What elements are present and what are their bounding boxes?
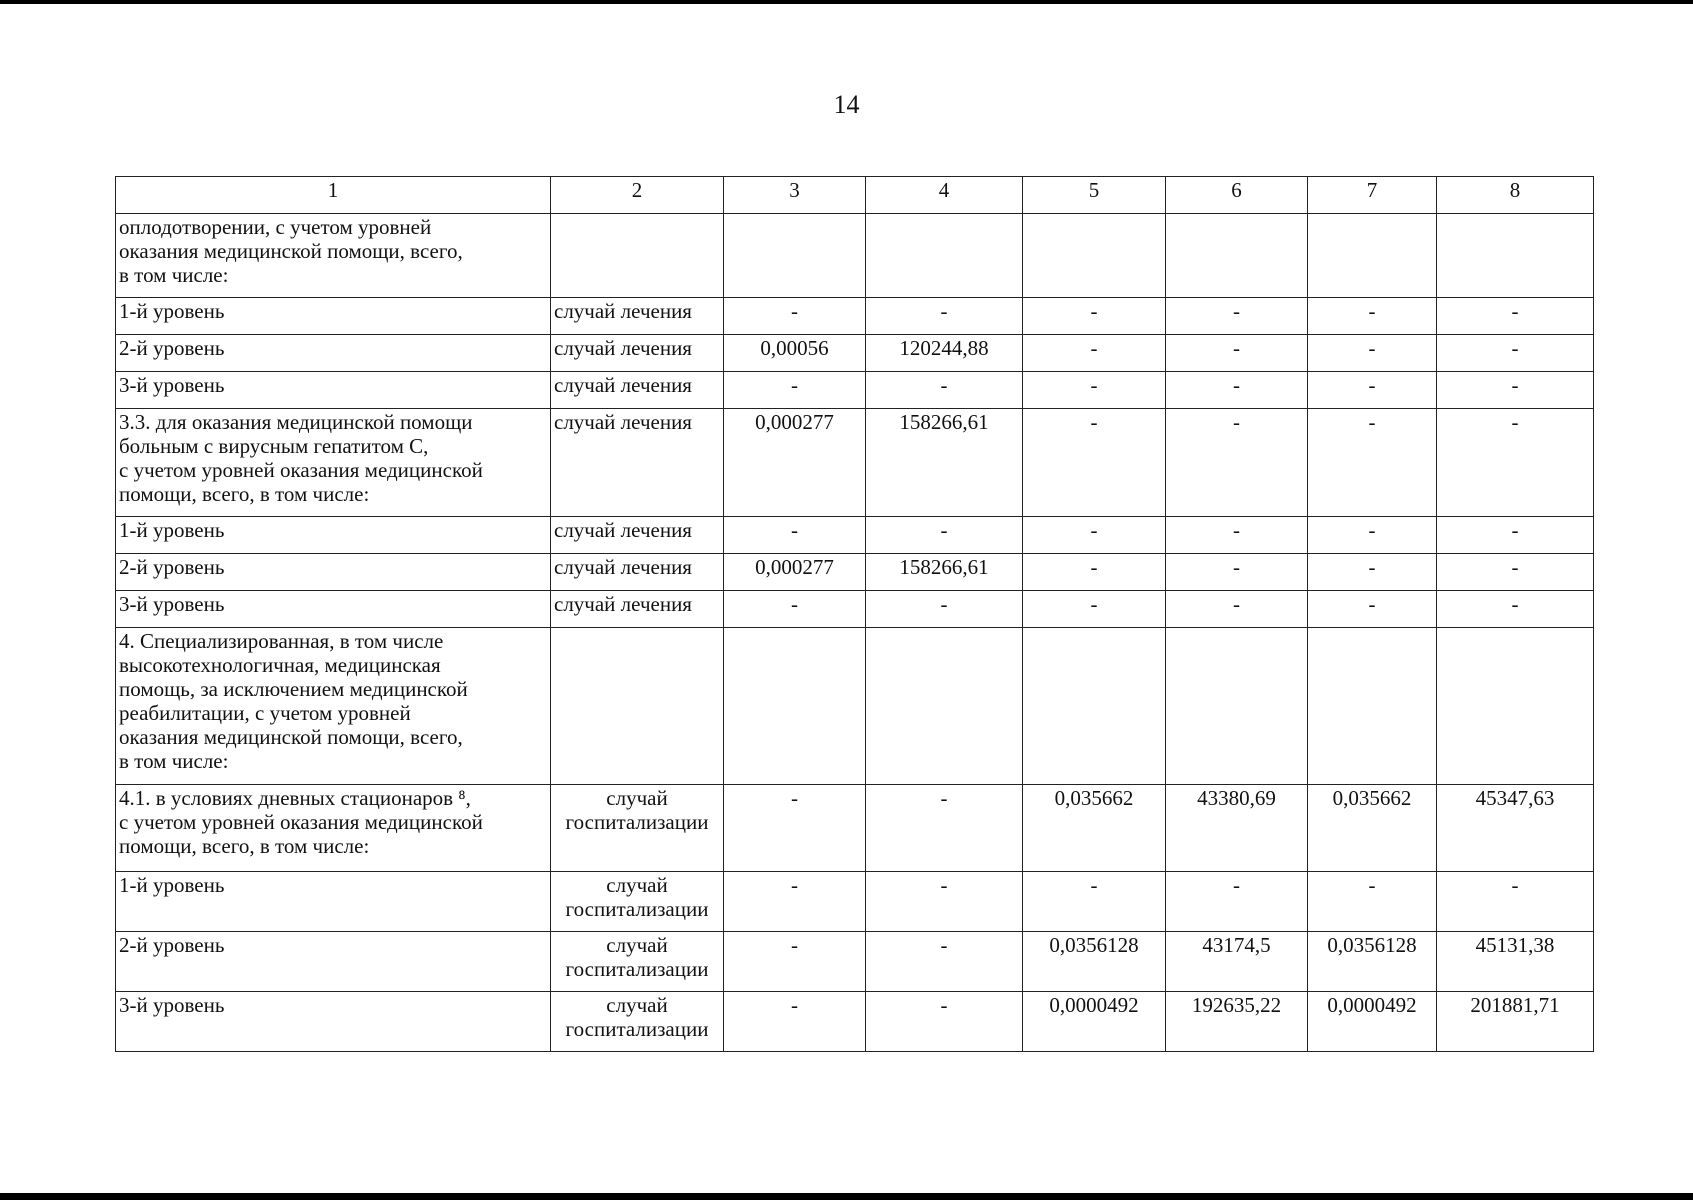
value-cell: 0,00056 xyxy=(724,335,866,372)
table-row xyxy=(116,992,1594,1052)
unit-cell: случай госпитализации xyxy=(551,785,724,872)
value-cell: - xyxy=(724,591,866,628)
value-cell: 0,000277 xyxy=(724,409,866,517)
value-cell: - xyxy=(866,785,1023,872)
column-number: 4 xyxy=(866,177,1023,214)
value-cell: - xyxy=(1308,372,1437,409)
row-label: 2-й уровень xyxy=(116,554,551,591)
value-cell: - xyxy=(1308,872,1437,932)
value-cell: - xyxy=(1023,372,1166,409)
value-cell xyxy=(1437,628,1594,785)
value-cell: - xyxy=(1437,591,1594,628)
value-cell: 120244,88 xyxy=(866,335,1023,372)
unit-cell: случай лечения xyxy=(551,335,724,372)
value-cell: - xyxy=(724,992,866,1052)
table-header-row xyxy=(116,177,1594,214)
row-label: 3.3. для оказания медицинской помощи больным с вирусным гепатитом С, с учетом уровней оказания медицинской помощи, всего, в том числе: xyxy=(116,409,551,517)
row-label: 3-й уровень xyxy=(116,992,551,1052)
value-cell xyxy=(1437,214,1594,298)
table-row xyxy=(116,409,1594,517)
unit-cell: случай госпитализации xyxy=(551,872,724,932)
value-cell: - xyxy=(1023,517,1166,554)
unit-cell: случай лечения xyxy=(551,372,724,409)
value-cell: - xyxy=(1308,409,1437,517)
unit-cell: случай лечения xyxy=(551,409,724,517)
value-cell: - xyxy=(866,372,1023,409)
value-cell: - xyxy=(724,872,866,932)
row-label: оплодотворении, с учетом уровней оказания медицинской помощи, всего, в том числе: xyxy=(116,214,551,298)
value-cell: 192635,22 xyxy=(1166,992,1308,1052)
table-row xyxy=(116,517,1594,554)
table-row xyxy=(116,628,1594,785)
value-cell: - xyxy=(866,298,1023,335)
value-cell: - xyxy=(1166,872,1308,932)
value-cell xyxy=(1023,214,1166,298)
scan-top-edge xyxy=(0,0,1693,4)
value-cell: 0,035662 xyxy=(1308,785,1437,872)
value-cell: - xyxy=(1437,298,1594,335)
unit-cell xyxy=(551,628,724,785)
row-label: 3-й уровень xyxy=(116,372,551,409)
value-cell xyxy=(1308,214,1437,298)
value-cell: 158266,61 xyxy=(866,554,1023,591)
value-cell: 0,0356128 xyxy=(1308,932,1437,992)
value-cell: - xyxy=(1437,335,1594,372)
table-body xyxy=(116,177,1594,1052)
unit-cell: случай лечения xyxy=(551,591,724,628)
value-cell: - xyxy=(1437,554,1594,591)
value-cell: - xyxy=(1023,554,1166,591)
value-cell: - xyxy=(866,932,1023,992)
unit-cell: случай госпитализации xyxy=(551,992,724,1052)
column-number: 3 xyxy=(724,177,866,214)
value-cell: 43174,5 xyxy=(1166,932,1308,992)
value-cell: 45347,63 xyxy=(1437,785,1594,872)
unit-cell: случай госпитализации xyxy=(551,932,724,992)
value-cell: - xyxy=(1166,554,1308,591)
value-cell: 0,0356128 xyxy=(1023,932,1166,992)
value-cell xyxy=(724,628,866,785)
value-cell: - xyxy=(1308,298,1437,335)
row-label: 2-й уровень xyxy=(116,932,551,992)
row-label: 1-й уровень xyxy=(116,298,551,335)
value-cell: - xyxy=(866,517,1023,554)
value-cell: 158266,61 xyxy=(866,409,1023,517)
unit-cell: случай лечения xyxy=(551,554,724,591)
column-number: 6 xyxy=(1166,177,1308,214)
value-cell xyxy=(866,628,1023,785)
value-cell: - xyxy=(724,298,866,335)
table-row xyxy=(116,591,1594,628)
value-cell: - xyxy=(724,932,866,992)
table-row xyxy=(116,932,1594,992)
value-cell: - xyxy=(1437,872,1594,932)
value-cell: 201881,71 xyxy=(1437,992,1594,1052)
value-cell xyxy=(1166,628,1308,785)
value-cell xyxy=(1308,628,1437,785)
table-row xyxy=(116,554,1594,591)
table-row xyxy=(116,372,1594,409)
column-number: 8 xyxy=(1437,177,1594,214)
row-label: 4. Специализированная, в том числе высокотехнологичная, медицинская помощь, за исключением медицинской реабилитации, с учетом уровней оказания медицинской помощи, всего, в том числе: xyxy=(116,628,551,785)
value-cell: - xyxy=(724,785,866,872)
value-cell xyxy=(724,214,866,298)
value-cell: - xyxy=(1437,409,1594,517)
value-cell xyxy=(1023,628,1166,785)
scan-bottom-edge xyxy=(0,1193,1693,1200)
table-row xyxy=(116,785,1594,872)
value-cell: - xyxy=(1166,409,1308,517)
value-cell: 43380,69 xyxy=(1166,785,1308,872)
value-cell: - xyxy=(724,372,866,409)
row-label: 1-й уровень xyxy=(116,872,551,932)
value-cell: - xyxy=(1023,591,1166,628)
value-cell: - xyxy=(866,992,1023,1052)
value-cell: - xyxy=(1308,335,1437,372)
value-cell: - xyxy=(1023,872,1166,932)
value-cell: - xyxy=(1023,298,1166,335)
column-number: 2 xyxy=(551,177,724,214)
value-cell: - xyxy=(1437,517,1594,554)
value-cell: 0,0000492 xyxy=(1023,992,1166,1052)
data-table xyxy=(115,176,1594,1052)
value-cell: 0,000277 xyxy=(724,554,866,591)
value-cell: - xyxy=(866,872,1023,932)
unit-cell: случай лечения xyxy=(551,298,724,335)
value-cell: - xyxy=(724,517,866,554)
value-cell xyxy=(1166,214,1308,298)
value-cell: - xyxy=(1308,591,1437,628)
table-row xyxy=(116,214,1594,298)
value-cell: - xyxy=(1166,372,1308,409)
table-row xyxy=(116,298,1594,335)
row-label: 3-й уровень xyxy=(116,591,551,628)
value-cell: 0,035662 xyxy=(1023,785,1166,872)
column-number: 7 xyxy=(1308,177,1437,214)
column-number: 5 xyxy=(1023,177,1166,214)
value-cell: 0,0000492 xyxy=(1308,992,1437,1052)
value-cell: - xyxy=(1437,372,1594,409)
value-cell xyxy=(866,214,1023,298)
row-label: 2-й уровень xyxy=(116,335,551,372)
table-row xyxy=(116,335,1594,372)
page-number: 14 xyxy=(833,90,860,119)
value-cell: - xyxy=(866,591,1023,628)
unit-cell: случай лечения xyxy=(551,517,724,554)
row-label: 4.1. в условиях дневных стационаров ⁸, с учетом уровней оказания медицинской помощи, всего, в том числе: xyxy=(116,785,551,872)
value-cell: 45131,38 xyxy=(1437,932,1594,992)
value-cell: - xyxy=(1308,554,1437,591)
unit-cell xyxy=(551,214,724,298)
table-row xyxy=(116,872,1594,932)
value-cell: - xyxy=(1166,591,1308,628)
row-label: 1-й уровень xyxy=(116,517,551,554)
value-cell: - xyxy=(1023,335,1166,372)
value-cell: - xyxy=(1308,517,1437,554)
value-cell: - xyxy=(1166,517,1308,554)
value-cell: - xyxy=(1166,298,1308,335)
value-cell: - xyxy=(1166,335,1308,372)
value-cell: - xyxy=(1023,409,1166,517)
column-number: 1 xyxy=(116,177,551,214)
